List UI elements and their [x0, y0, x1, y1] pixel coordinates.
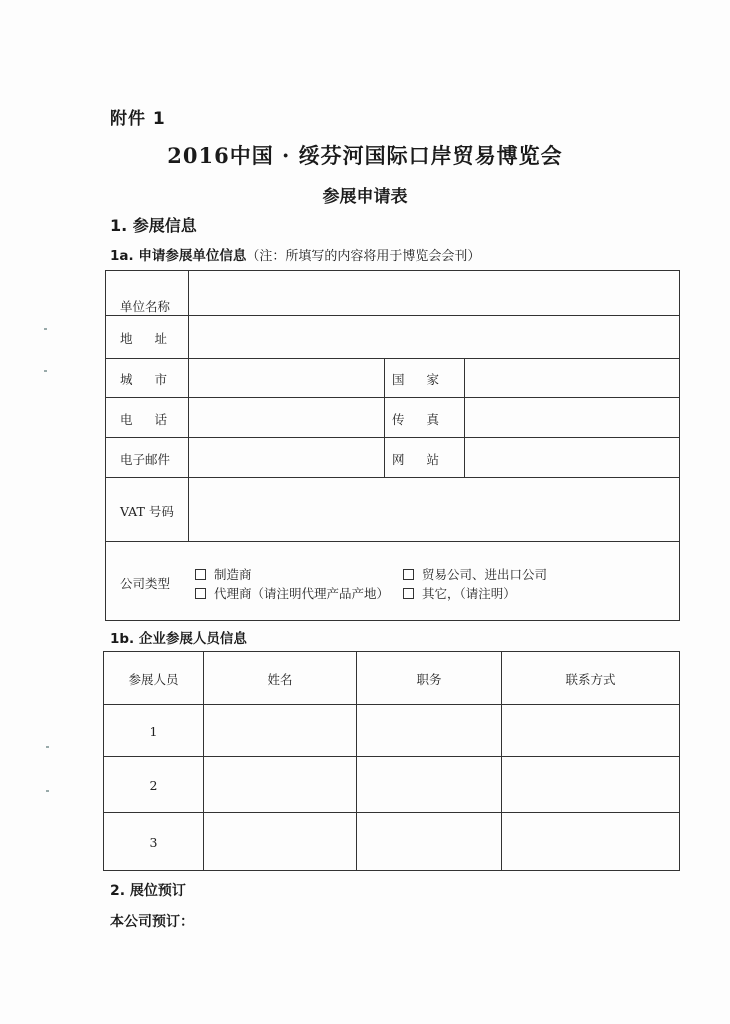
checkbox-icon[interactable]: [403, 588, 414, 599]
personnel-table: [103, 651, 680, 871]
fax-field[interactable]: [466, 399, 678, 436]
company-info-table: [105, 270, 680, 621]
label-city: 城市: [120, 372, 190, 387]
section-1a-heading: [110, 244, 480, 264]
option-other[interactable]: 其它，（请注明）: [403, 584, 516, 602]
company-name-field[interactable]: [190, 272, 678, 314]
vat-field[interactable]: [190, 479, 678, 540]
column-header: 姓名: [267, 672, 293, 687]
name-field-row-2[interactable]: [205, 758, 355, 811]
checkbox-icon[interactable]: [195, 569, 206, 580]
contact-field-row-2[interactable]: [503, 758, 678, 811]
contact-field-row-3[interactable]: [503, 814, 678, 869]
page-title: 2016中国 · 绥芬河国际口岸贸易博览会: [167, 143, 563, 168]
option-trading-company[interactable]: 贸易公司、进出口公司: [403, 565, 547, 583]
scan-speck: [46, 746, 49, 748]
contact-field-row-1[interactable]: [503, 706, 678, 755]
position-field-row-1[interactable]: [358, 706, 500, 755]
label-address: 地址: [120, 331, 190, 346]
option-manufacturer[interactable]: 制造商: [195, 565, 252, 583]
section-1-heading: 1. 参展信息: [110, 216, 197, 235]
label-company-type: 公司类型: [120, 576, 171, 591]
country-field[interactable]: [466, 360, 678, 396]
column-header: 联系方式: [565, 672, 616, 687]
scan-speck: [46, 790, 49, 792]
row-number: 2: [149, 778, 158, 793]
section-1a-note: （注：所填写的内容将用于博览会会刊）: [246, 249, 481, 264]
label-phone: 电话: [120, 412, 190, 427]
website-field[interactable]: [466, 439, 678, 476]
city-field[interactable]: [190, 360, 383, 396]
position-field-row-2[interactable]: [358, 758, 500, 811]
checkbox-icon[interactable]: [195, 588, 206, 599]
label-email: 电子邮件: [120, 452, 171, 467]
label-country: 国家: [392, 372, 462, 387]
label-website: 网站: [392, 452, 462, 467]
scan-speck: [44, 370, 47, 372]
label-vat: VAT 号码: [120, 504, 174, 519]
scan-speck: [44, 328, 47, 330]
row-number: 1: [149, 724, 158, 739]
attachment-label: 附件 1: [110, 109, 166, 129]
label-company-name: 单位名称: [120, 299, 171, 314]
name-field-row-1[interactable]: [205, 706, 355, 755]
name-field-row-3[interactable]: [205, 814, 355, 869]
email-field[interactable]: [190, 439, 383, 476]
position-field-row-3[interactable]: [358, 814, 500, 869]
section-1a-label: 1a. 申请参展单位信息: [110, 248, 247, 264]
phone-field[interactable]: [190, 399, 383, 436]
form-subtitle: 参展申请表: [322, 187, 408, 207]
address-field[interactable]: [190, 317, 678, 357]
column-header: 职务: [416, 672, 442, 687]
checkbox-icon[interactable]: [403, 569, 414, 580]
row-number: 3: [149, 835, 158, 850]
column-header: 参展人员: [128, 672, 179, 687]
section-1b-heading: 1b. 企业参展人员信息: [110, 631, 247, 647]
section-2-heading: 2. 展位预订: [110, 883, 186, 899]
option-agent[interactable]: 代理商（请注明代理产品产地）: [195, 584, 389, 602]
label-fax: 传真: [392, 412, 462, 427]
booking-label: 本公司预订：: [110, 914, 194, 930]
